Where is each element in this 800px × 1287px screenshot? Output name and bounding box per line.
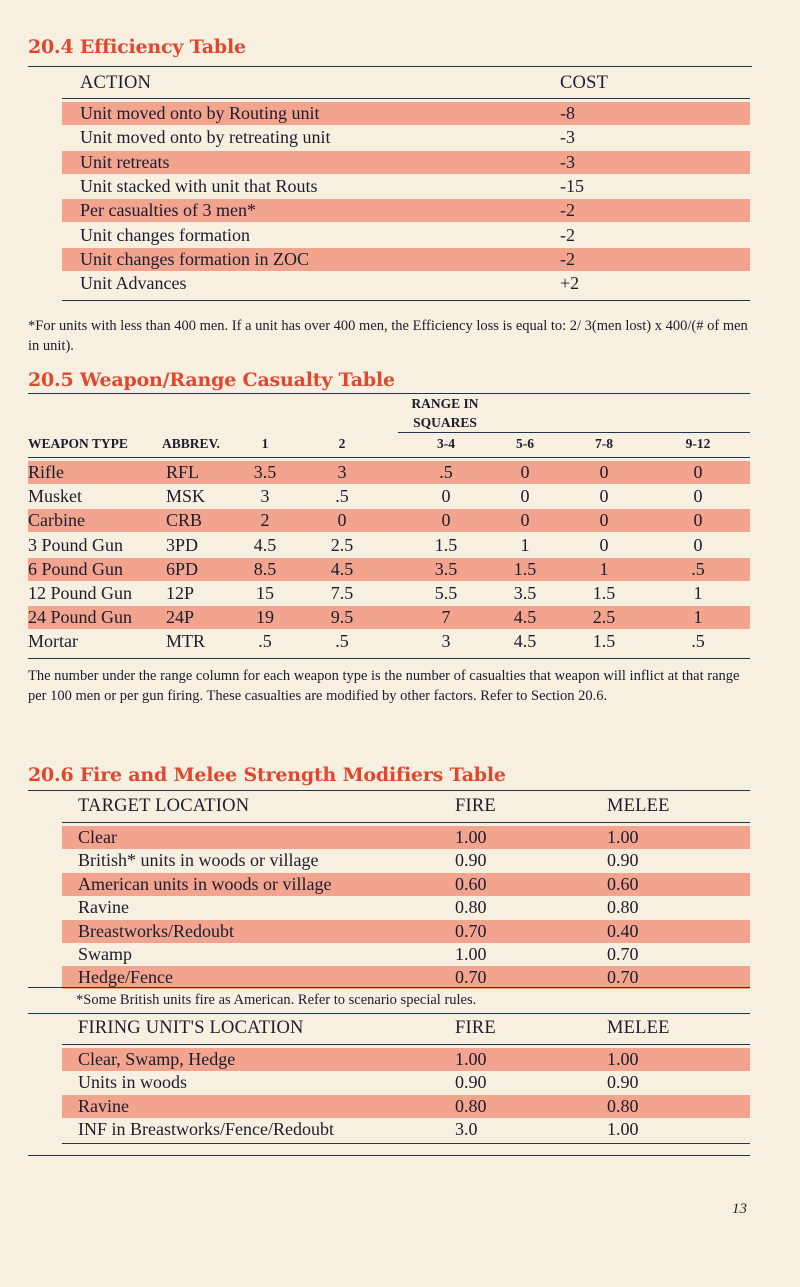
- location-cell: Ravine: [78, 897, 129, 918]
- casualty-value-cell: 3.5: [434, 558, 458, 579]
- casualty-value-cell: 2.5: [330, 534, 354, 555]
- fire-value-cell: 0.90: [455, 1072, 487, 1093]
- location-cell: Swamp: [78, 944, 132, 964]
- casualty-value-cell: 4.5: [330, 558, 354, 579]
- table-row: [28, 461, 750, 484]
- casualty-value-cell: 1: [520, 534, 530, 555]
- table-row: [62, 272, 750, 295]
- fire-value-cell: 1.00: [455, 1049, 487, 1069]
- efficiency-header-action: ACTION: [80, 73, 152, 93]
- weapon-header-range-7-8: 7-8: [595, 436, 613, 451]
- casualty-value-cell: .5: [335, 631, 349, 652]
- casualty-value-cell: 2: [260, 510, 270, 531]
- weapon-top-rule: [28, 393, 750, 394]
- efficiency-bottom-rule: [62, 300, 750, 301]
- fire-value-cell: 0.90: [455, 850, 487, 871]
- fire-value-cell: 0.80: [455, 1095, 487, 1116]
- fire-value-cell: 0.70: [455, 967, 487, 988]
- casualty-value-cell: .5: [439, 462, 453, 482]
- casualty-value-cell: 0: [520, 486, 530, 507]
- location-cell: Ravine: [78, 1095, 129, 1116]
- melee-value-cell: 0.80: [607, 897, 639, 918]
- table-row: [62, 248, 750, 271]
- melee-value-cell: 0.90: [607, 1072, 639, 1093]
- target-header-fire: FIRE: [455, 796, 496, 816]
- casualty-value-cell: .5: [258, 631, 272, 652]
- table-row: [62, 151, 750, 174]
- casualty-value-cell: 0: [520, 510, 530, 531]
- page-number: 13: [732, 1201, 747, 1217]
- target-bottom-rule: [28, 987, 750, 988]
- casualty-value-cell: 1: [693, 583, 703, 603]
- melee-value-cell: 1.00: [607, 827, 639, 847]
- table-row: [28, 582, 750, 605]
- casualty-value-cell: 4.5: [513, 607, 537, 628]
- efficiency-table-title: 20.4 Efficiency Table: [28, 36, 246, 58]
- abbrev-cell: 6PD: [166, 558, 199, 579]
- range-header-line2: SQUARES: [413, 415, 477, 430]
- efficiency-top-rule: [28, 66, 752, 67]
- efficiency-footnote: *For units with less than 400 men. If a unit has over 400 men, the Efficiency loss is equal to: 2/ 3(men lost) x 400/(# of men in unit).: [28, 318, 748, 354]
- cost-cell: -2: [560, 224, 575, 245]
- table-row: [62, 126, 750, 149]
- weapon-header-range-1: 1: [261, 436, 269, 451]
- fire-value-cell: 0.60: [455, 873, 487, 894]
- melee-value-cell: 0.60: [607, 873, 639, 894]
- weapon-table-title: 20.5 Weapon/Range Casualty Table: [28, 369, 395, 391]
- table-row: [62, 102, 750, 125]
- casualty-value-cell: 7: [441, 607, 451, 628]
- table-row: [28, 509, 750, 532]
- weapon-type-cell: 3 Pound Gun: [28, 534, 124, 555]
- abbrev-cell: 24P: [166, 607, 195, 628]
- melee-value-cell: 1.00: [607, 1119, 639, 1140]
- casualty-value-cell: 8.5: [253, 558, 277, 579]
- table-row: [62, 826, 750, 849]
- melee-value-cell: 0.80: [607, 1095, 639, 1116]
- location-cell: Units in woods: [78, 1072, 188, 1093]
- modifiers-table-title: 20.6 Fire and Melee Strength Modifiers Table: [28, 764, 506, 786]
- abbrev-cell: 12P: [166, 583, 195, 603]
- table-row: [62, 175, 750, 198]
- casualty-value-cell: 3.5: [513, 583, 537, 603]
- weapon-type-cell: Carbine: [28, 510, 85, 531]
- weapon-header-abbrev: ABBREV.: [162, 436, 220, 451]
- casualty-value-cell: 0: [599, 510, 609, 531]
- casualty-value-cell: 1: [693, 607, 703, 628]
- weapon-type-cell: Mortar: [28, 631, 78, 652]
- casualty-value-cell: .5: [335, 486, 349, 507]
- weapon-type-cell: Rifle: [28, 462, 64, 482]
- casualty-value-cell: 4.5: [513, 631, 537, 652]
- casualty-value-cell: 1.5: [592, 583, 616, 603]
- location-cell: Clear, Swamp, Hedge: [78, 1049, 236, 1069]
- fire-value-cell: 1.00: [455, 827, 487, 847]
- casualty-value-cell: 1.5: [513, 558, 537, 579]
- casualty-value-cell: 2.5: [592, 607, 616, 628]
- action-cell: Unit retreats: [80, 151, 170, 172]
- casualty-value-cell: 0: [693, 534, 703, 555]
- casualty-value-cell: 1: [599, 558, 609, 579]
- table-row: [62, 1095, 750, 1118]
- modifiers-top-rule: [28, 790, 750, 791]
- melee-value-cell: 1.00: [607, 1049, 639, 1069]
- firing-top-rule: [28, 1013, 750, 1014]
- table-row: [62, 1048, 750, 1071]
- fire-value-cell: 0.70: [455, 920, 487, 941]
- abbrev-cell: RFL: [166, 462, 200, 482]
- location-cell: American units in woods or village: [78, 873, 332, 894]
- table-row: [28, 606, 750, 629]
- casualty-value-cell: .5: [691, 558, 705, 579]
- abbrev-cell: CRB: [166, 510, 203, 531]
- action-cell: Per casualties of 3 men*: [80, 200, 256, 221]
- casualty-value-cell: 5.5: [434, 583, 458, 603]
- table-row: [62, 873, 750, 896]
- location-cell: British* units in woods or village: [78, 850, 319, 871]
- casualty-value-cell: 0: [693, 462, 703, 482]
- fire-value-cell: 3.0: [455, 1119, 478, 1140]
- melee-value-cell: 0.70: [607, 967, 639, 988]
- weapon-header-range-5-6: 5-6: [516, 436, 534, 451]
- firing-bottom-rule: [62, 1143, 750, 1144]
- efficiency-header-rule: [62, 98, 750, 99]
- cost-cell: +2: [560, 273, 580, 294]
- target-footnote: *Some British units fire as American. Refer to scenario special rules.: [76, 992, 477, 1008]
- location-cell: Hedge/Fence: [78, 967, 173, 988]
- casualty-value-cell: 0: [693, 510, 703, 531]
- abbrev-cell: MSK: [166, 486, 206, 507]
- casualty-value-cell: 0: [441, 510, 451, 531]
- action-cell: Unit moved onto by Routing unit: [80, 103, 320, 123]
- table-row: [28, 558, 750, 581]
- casualty-value-cell: 0: [599, 486, 609, 507]
- efficiency-header-cost: COST: [560, 73, 609, 93]
- casualty-value-cell: 0: [599, 534, 609, 555]
- casualty-value-cell: 9.5: [330, 607, 354, 628]
- action-cell: Unit moved onto by retreating unit: [80, 127, 331, 148]
- cost-cell: -3: [560, 127, 575, 148]
- weapon-header-range-3-4: 3-4: [437, 436, 455, 451]
- casualty-value-cell: 3.5: [253, 462, 277, 482]
- weapon-type-cell: 12 Pound Gun: [28, 583, 133, 603]
- cost-cell: -8: [560, 103, 575, 123]
- casualty-value-cell: 0: [441, 486, 451, 507]
- firing-header-rule: [62, 1044, 750, 1045]
- table-row: [62, 224, 750, 247]
- weapon-bottom-rule: [28, 658, 750, 659]
- casualty-value-cell: 15: [256, 583, 274, 603]
- weapon-table-note: The number under the range column for each weapon type is the number of casualties that weapon will inflict at that range per 100 men or per gun firing. These casualties are modified by other factors. Refer to Section 20.6.: [28, 668, 740, 704]
- weapon-type-cell: Musket: [28, 486, 82, 507]
- table-row: [28, 534, 750, 557]
- cost-cell: -15: [560, 175, 584, 196]
- weapon-type-cell: 24 Pound Gun: [28, 607, 133, 628]
- table-row: [62, 1118, 750, 1141]
- action-cell: Unit stacked with unit that Routs: [80, 175, 318, 196]
- range-header-rule: [398, 432, 750, 433]
- table-row: [28, 630, 750, 653]
- fire-value-cell: 0.80: [455, 897, 487, 918]
- table-row: [62, 943, 750, 966]
- target-header-rule: [62, 822, 750, 823]
- casualty-value-cell: 7.5: [330, 583, 354, 603]
- casualty-value-cell: 0: [337, 510, 347, 531]
- casualty-value-cell: 3: [260, 486, 270, 507]
- abbrev-cell: MTR: [166, 631, 206, 652]
- action-cell: Unit changes formation in ZOC: [80, 248, 309, 269]
- casualty-value-cell: 3: [441, 631, 451, 652]
- table-row: [62, 849, 750, 872]
- casualty-value-cell: 1.5: [434, 534, 458, 555]
- casualty-value-cell: 4.5: [253, 534, 277, 555]
- cost-cell: -3: [560, 151, 575, 172]
- casualty-value-cell: 0: [599, 462, 609, 482]
- weapon-header-type: WEAPON TYPE: [28, 436, 128, 451]
- table-row: [62, 199, 750, 222]
- table-row: [62, 1071, 750, 1094]
- table-row: [28, 485, 750, 508]
- casualty-value-cell: .5: [691, 631, 705, 652]
- firing-header-melee: MELEE: [607, 1018, 670, 1038]
- location-cell: INF in Breastworks/Fence/Redoubt: [78, 1119, 334, 1140]
- action-cell: Unit changes formation: [80, 224, 250, 245]
- page-bottom-rule: [28, 1155, 750, 1156]
- location-cell: Breastworks/Redoubt: [78, 920, 234, 941]
- casualty-value-cell: 1.5: [592, 631, 616, 652]
- weapon-header-rule: [28, 457, 750, 458]
- melee-value-cell: 0.40: [607, 920, 639, 941]
- casualty-value-cell: 0: [520, 462, 530, 482]
- target-header-location: TARGET LOCATION: [78, 796, 250, 816]
- range-header-line1: RANGE IN: [411, 396, 479, 411]
- casualty-value-cell: 19: [256, 607, 274, 628]
- cost-cell: -2: [560, 248, 575, 269]
- firing-header-location: FIRING UNIT'S LOCATION: [78, 1018, 304, 1038]
- location-cell: Clear: [78, 827, 117, 847]
- fire-value-cell: 1.00: [455, 944, 487, 964]
- table-row: [62, 920, 750, 943]
- target-header-melee: MELEE: [607, 796, 670, 816]
- melee-value-cell: 0.90: [607, 850, 639, 871]
- weapon-type-cell: 6 Pound Gun: [28, 558, 124, 579]
- casualty-value-cell: 3: [337, 462, 347, 482]
- weapon-header-range-9-12: 9-12: [685, 436, 711, 451]
- table-row: [62, 966, 750, 989]
- casualty-value-cell: 0: [693, 486, 703, 507]
- melee-value-cell: 0.70: [607, 944, 639, 964]
- weapon-header-range-2: 2: [338, 436, 346, 451]
- firing-header-fire: FIRE: [455, 1018, 496, 1038]
- action-cell: Unit Advances: [80, 273, 187, 294]
- table-row: [62, 896, 750, 919]
- cost-cell: -2: [560, 200, 575, 221]
- abbrev-cell: 3PD: [166, 534, 199, 555]
